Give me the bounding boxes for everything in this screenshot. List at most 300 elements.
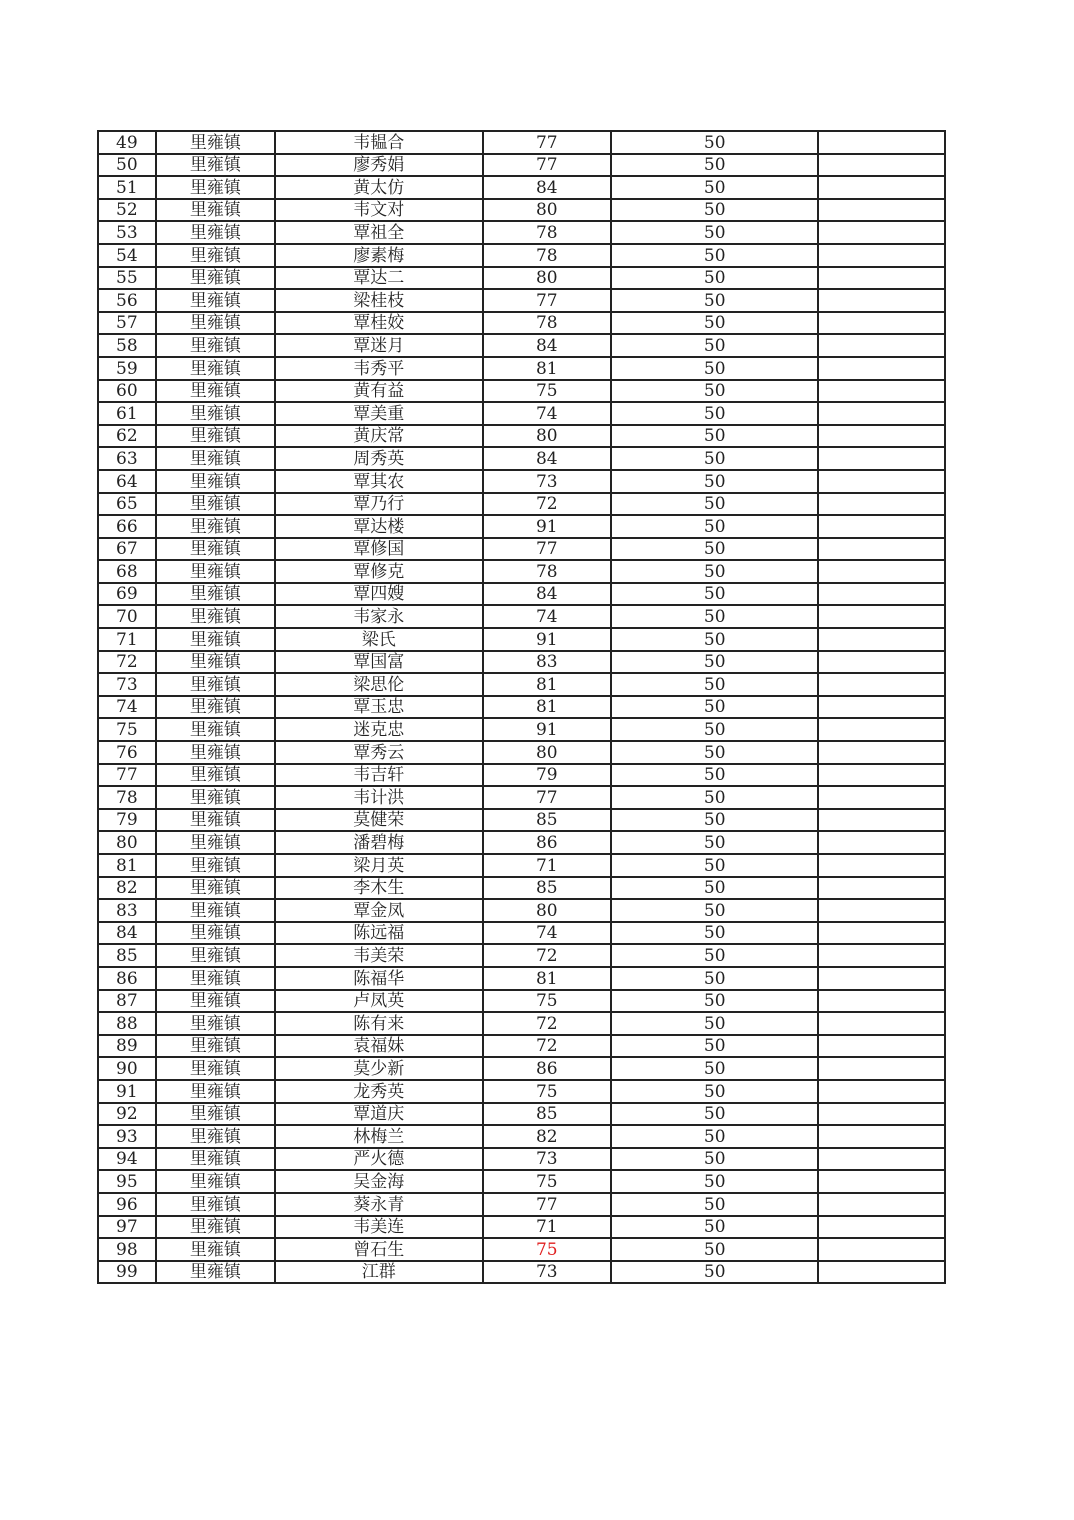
cell-row-number: 85: [98, 944, 156, 967]
cell-amount: 50: [611, 651, 818, 674]
cell-age: 86: [483, 1057, 612, 1080]
cell-town: 里雍镇: [156, 877, 275, 900]
cell-age: 85: [483, 809, 612, 832]
cell-name: 韦文对: [275, 199, 482, 222]
cell-name: 韦计洪: [275, 786, 482, 809]
cell-amount: 50: [611, 267, 818, 290]
table-row: [98, 1080, 945, 1103]
cell-row-number: 54: [98, 244, 156, 267]
cell-name: 覃桂姣: [275, 312, 482, 335]
cell-note: [818, 696, 945, 719]
cell-town: 里雍镇: [156, 1080, 275, 1103]
cell-note: [818, 244, 945, 267]
table-row: [98, 899, 945, 922]
cell-note: [818, 605, 945, 628]
cell-town: 里雍镇: [156, 357, 275, 380]
cell-row-number: 61: [98, 402, 156, 425]
table-row: [98, 560, 945, 583]
table-row: [98, 1216, 945, 1239]
cell-name: 黄太仿: [275, 176, 482, 199]
cell-note: [818, 1148, 945, 1171]
cell-row-number: 96: [98, 1193, 156, 1216]
cell-age: 91: [483, 628, 612, 651]
cell-row-number: 84: [98, 922, 156, 945]
cell-name: 梁月英: [275, 854, 482, 877]
cell-town: 里雍镇: [156, 990, 275, 1013]
cell-town: 里雍镇: [156, 922, 275, 945]
table-row: [98, 199, 945, 222]
table-row: [98, 583, 945, 606]
cell-town: 里雍镇: [156, 1170, 275, 1193]
cell-name: 陈远福: [275, 922, 482, 945]
table-row: [98, 289, 945, 312]
table-row: [98, 605, 945, 628]
cell-amount: 50: [611, 922, 818, 945]
cell-row-number: 75: [98, 718, 156, 741]
table-row: [98, 425, 945, 448]
cell-age: 85: [483, 1103, 612, 1126]
cell-note: [818, 1012, 945, 1035]
cell-name: 韦秀平: [275, 357, 482, 380]
cell-row-number: 52: [98, 199, 156, 222]
table-row: [98, 154, 945, 177]
cell-amount: 50: [611, 1261, 818, 1284]
cell-note: [818, 380, 945, 403]
cell-row-number: 81: [98, 854, 156, 877]
cell-town: 里雍镇: [156, 741, 275, 764]
cell-amount: 50: [611, 786, 818, 809]
cell-age: 77: [483, 1193, 612, 1216]
table-row: [98, 1238, 945, 1261]
cell-amount: 50: [611, 1057, 818, 1080]
cell-town: 里雍镇: [156, 899, 275, 922]
cell-name: 韦吉轩: [275, 764, 482, 787]
cell-name: 黄庆常: [275, 425, 482, 448]
table-row: [98, 1103, 945, 1126]
cell-age: 80: [483, 267, 612, 290]
cell-town: 里雍镇: [156, 605, 275, 628]
cell-age: 80: [483, 741, 612, 764]
cell-note: [818, 131, 945, 154]
table-row: [98, 831, 945, 854]
cell-name: 梁桂枝: [275, 289, 482, 312]
cell-note: [818, 990, 945, 1013]
cell-amount: 50: [611, 176, 818, 199]
cell-note: [818, 1035, 945, 1058]
cell-name: 覃美重: [275, 402, 482, 425]
cell-name: 覃国富: [275, 651, 482, 674]
cell-amount: 50: [611, 380, 818, 403]
table-row: [98, 967, 945, 990]
cell-amount: 50: [611, 718, 818, 741]
cell-row-number: 62: [98, 425, 156, 448]
cell-amount: 50: [611, 944, 818, 967]
cell-amount: 50: [611, 1238, 818, 1261]
cell-row-number: 95: [98, 1170, 156, 1193]
cell-name: 覃四嫂: [275, 583, 482, 606]
cell-age: 86: [483, 831, 612, 854]
table-row: [98, 312, 945, 335]
cell-age: 72: [483, 493, 612, 516]
cell-town: 里雍镇: [156, 267, 275, 290]
cell-age: 80: [483, 899, 612, 922]
cell-age: 84: [483, 334, 612, 357]
table-row: [98, 628, 945, 651]
cell-age: 77: [483, 289, 612, 312]
cell-age: 71: [483, 854, 612, 877]
cell-age: 77: [483, 154, 612, 177]
cell-town: 里雍镇: [156, 1238, 275, 1261]
cell-town: 里雍镇: [156, 560, 275, 583]
cell-note: [818, 1261, 945, 1284]
table-row: [98, 515, 945, 538]
cell-town: 里雍镇: [156, 854, 275, 877]
cell-amount: 50: [611, 831, 818, 854]
cell-amount: 50: [611, 1148, 818, 1171]
cell-town: 里雍镇: [156, 447, 275, 470]
cell-amount: 50: [611, 1216, 818, 1239]
cell-amount: 50: [611, 425, 818, 448]
cell-town: 里雍镇: [156, 651, 275, 674]
cell-amount: 50: [611, 673, 818, 696]
cell-name: 潘碧梅: [275, 831, 482, 854]
cell-amount: 50: [611, 289, 818, 312]
cell-amount: 50: [611, 1103, 818, 1126]
cell-amount: 50: [611, 990, 818, 1013]
cell-town: 里雍镇: [156, 470, 275, 493]
cell-name: 覃金凤: [275, 899, 482, 922]
table-row: [98, 470, 945, 493]
cell-row-number: 55: [98, 267, 156, 290]
table-row: [98, 244, 945, 267]
table-body: [98, 131, 945, 1283]
cell-age: 85: [483, 877, 612, 900]
cell-age: 75: [483, 990, 612, 1013]
cell-row-number: 82: [98, 877, 156, 900]
cell-name: 梁氏: [275, 628, 482, 651]
cell-note: [818, 312, 945, 335]
table-row: [98, 809, 945, 832]
cell-note: [818, 221, 945, 244]
cell-row-number: 83: [98, 899, 156, 922]
cell-name: 周秀英: [275, 447, 482, 470]
cell-row-number: 69: [98, 583, 156, 606]
cell-name: 葵永青: [275, 1193, 482, 1216]
table-row: [98, 357, 945, 380]
cell-row-number: 59: [98, 357, 156, 380]
cell-row-number: 76: [98, 741, 156, 764]
cell-note: [818, 447, 945, 470]
cell-amount: 50: [611, 899, 818, 922]
cell-age: 75: [483, 1238, 612, 1261]
table-row: [98, 1057, 945, 1080]
cell-town: 里雍镇: [156, 515, 275, 538]
cell-row-number: 60: [98, 380, 156, 403]
cell-age: 75: [483, 1170, 612, 1193]
cell-town: 里雍镇: [156, 154, 275, 177]
cell-name: 李木生: [275, 877, 482, 900]
cell-row-number: 87: [98, 990, 156, 1013]
cell-row-number: 66: [98, 515, 156, 538]
cell-amount: 50: [611, 877, 818, 900]
table-row: [98, 764, 945, 787]
cell-age: 72: [483, 1035, 612, 1058]
cell-town: 里雍镇: [156, 289, 275, 312]
cell-amount: 50: [611, 402, 818, 425]
cell-amount: 50: [611, 583, 818, 606]
cell-amount: 50: [611, 854, 818, 877]
cell-note: [818, 1057, 945, 1080]
table-row: [98, 990, 945, 1013]
cell-name: 吴金海: [275, 1170, 482, 1193]
cell-town: 里雍镇: [156, 538, 275, 561]
cell-name: 龙秀英: [275, 1080, 482, 1103]
cell-town: 里雍镇: [156, 831, 275, 854]
cell-note: [818, 1193, 945, 1216]
cell-name: 林梅兰: [275, 1125, 482, 1148]
cell-age: 72: [483, 944, 612, 967]
cell-note: [818, 357, 945, 380]
cell-name: 廖素梅: [275, 244, 482, 267]
cell-town: 里雍镇: [156, 221, 275, 244]
cell-note: [818, 651, 945, 674]
cell-note: [818, 515, 945, 538]
cell-name: 覃秀云: [275, 741, 482, 764]
cell-note: [818, 289, 945, 312]
cell-age: 79: [483, 764, 612, 787]
cell-row-number: 68: [98, 560, 156, 583]
cell-name: 陈福华: [275, 967, 482, 990]
cell-age: 77: [483, 786, 612, 809]
table-row: [98, 1125, 945, 1148]
cell-amount: 50: [611, 131, 818, 154]
cell-age: 84: [483, 176, 612, 199]
cell-town: 里雍镇: [156, 1012, 275, 1035]
cell-age: 84: [483, 447, 612, 470]
table-row: [98, 380, 945, 403]
cell-amount: 50: [611, 560, 818, 583]
cell-age: 78: [483, 560, 612, 583]
cell-age: 77: [483, 131, 612, 154]
cell-town: 里雍镇: [156, 967, 275, 990]
cell-town: 里雍镇: [156, 809, 275, 832]
cell-name: 覃乃行: [275, 493, 482, 516]
cell-row-number: 50: [98, 154, 156, 177]
cell-age: 83: [483, 651, 612, 674]
table-row: [98, 402, 945, 425]
cell-note: [818, 425, 945, 448]
cell-row-number: 97: [98, 1216, 156, 1239]
cell-amount: 50: [611, 357, 818, 380]
cell-row-number: 58: [98, 334, 156, 357]
cell-row-number: 88: [98, 1012, 156, 1035]
cell-note: [818, 944, 945, 967]
cell-town: 里雍镇: [156, 673, 275, 696]
cell-amount: 50: [611, 1035, 818, 1058]
cell-name: 黄有益: [275, 380, 482, 403]
cell-note: [818, 1216, 945, 1239]
cell-note: [818, 899, 945, 922]
cell-note: [818, 764, 945, 787]
cell-town: 里雍镇: [156, 1148, 275, 1171]
table-row: [98, 1148, 945, 1171]
cell-amount: 50: [611, 809, 818, 832]
cell-name: 覃道庆: [275, 1103, 482, 1126]
cell-row-number: 98: [98, 1238, 156, 1261]
cell-name: 覃达二: [275, 267, 482, 290]
cell-name: 梁思伦: [275, 673, 482, 696]
cell-age: 80: [483, 425, 612, 448]
cell-amount: 50: [611, 1012, 818, 1035]
cell-row-number: 89: [98, 1035, 156, 1058]
table-row: [98, 1193, 945, 1216]
cell-town: 里雍镇: [156, 1193, 275, 1216]
cell-town: 里雍镇: [156, 696, 275, 719]
table-row: [98, 786, 945, 809]
cell-amount: 50: [611, 538, 818, 561]
cell-note: [818, 1238, 945, 1261]
cell-town: 里雍镇: [156, 1035, 275, 1058]
cell-note: [818, 538, 945, 561]
cell-row-number: 74: [98, 696, 156, 719]
table-row: [98, 493, 945, 516]
cell-amount: 50: [611, 1193, 818, 1216]
cell-amount: 50: [611, 628, 818, 651]
cell-note: [818, 1170, 945, 1193]
cell-note: [818, 560, 945, 583]
cell-town: 里雍镇: [156, 1216, 275, 1239]
table-row: [98, 1261, 945, 1284]
cell-note: [818, 199, 945, 222]
table-row: [98, 176, 945, 199]
cell-age: 74: [483, 605, 612, 628]
cell-row-number: 94: [98, 1148, 156, 1171]
table-row: [98, 334, 945, 357]
cell-name: 曾石生: [275, 1238, 482, 1261]
cell-amount: 50: [611, 1170, 818, 1193]
cell-name: 廖秀娟: [275, 154, 482, 177]
cell-age: 81: [483, 967, 612, 990]
cell-age: 77: [483, 538, 612, 561]
cell-note: [818, 493, 945, 516]
cell-town: 里雍镇: [156, 334, 275, 357]
table-row: [98, 877, 945, 900]
cell-name: 韦美荣: [275, 944, 482, 967]
cell-name: 袁福妹: [275, 1035, 482, 1058]
cell-town: 里雍镇: [156, 718, 275, 741]
cell-note: [818, 628, 945, 651]
cell-row-number: 90: [98, 1057, 156, 1080]
table-row: [98, 741, 945, 764]
cell-name: 覃其农: [275, 470, 482, 493]
cell-name: 卢凤英: [275, 990, 482, 1013]
cell-age: 72: [483, 1012, 612, 1035]
cell-note: [818, 922, 945, 945]
cell-row-number: 64: [98, 470, 156, 493]
cell-note: [818, 741, 945, 764]
cell-age: 78: [483, 244, 612, 267]
cell-note: [818, 583, 945, 606]
cell-name: 覃修国: [275, 538, 482, 561]
cell-name: 覃修克: [275, 560, 482, 583]
cell-age: 78: [483, 312, 612, 335]
cell-amount: 50: [611, 764, 818, 787]
cell-name: 韦家永: [275, 605, 482, 628]
cell-row-number: 51: [98, 176, 156, 199]
cell-amount: 50: [611, 515, 818, 538]
cell-note: [818, 176, 945, 199]
table-row: [98, 131, 945, 154]
cell-town: 里雍镇: [156, 312, 275, 335]
cell-amount: 50: [611, 470, 818, 493]
table-row: [98, 673, 945, 696]
cell-town: 里雍镇: [156, 764, 275, 787]
cell-row-number: 71: [98, 628, 156, 651]
table-row: [98, 651, 945, 674]
cell-row-number: 78: [98, 786, 156, 809]
cell-town: 里雍镇: [156, 944, 275, 967]
cell-amount: 50: [611, 1080, 818, 1103]
cell-note: [818, 967, 945, 990]
cell-note: [818, 1125, 945, 1148]
cell-age: 81: [483, 673, 612, 696]
cell-age: 71: [483, 1216, 612, 1239]
cell-town: 里雍镇: [156, 176, 275, 199]
cell-town: 里雍镇: [156, 425, 275, 448]
table-row: [98, 854, 945, 877]
cell-row-number: 67: [98, 538, 156, 561]
cell-amount: 50: [611, 244, 818, 267]
cell-amount: 50: [611, 221, 818, 244]
cell-town: 里雍镇: [156, 131, 275, 154]
table-row: [98, 1170, 945, 1193]
cell-note: [818, 831, 945, 854]
cell-row-number: 65: [98, 493, 156, 516]
cell-age: 81: [483, 357, 612, 380]
table-row: [98, 1012, 945, 1035]
cell-row-number: 49: [98, 131, 156, 154]
cell-row-number: 63: [98, 447, 156, 470]
table-row: [98, 221, 945, 244]
cell-town: 里雍镇: [156, 1261, 275, 1284]
cell-row-number: 72: [98, 651, 156, 674]
table-row: [98, 718, 945, 741]
cell-name: 江群: [275, 1261, 482, 1284]
cell-age: 73: [483, 1148, 612, 1171]
cell-row-number: 80: [98, 831, 156, 854]
cell-note: [818, 1080, 945, 1103]
cell-amount: 50: [611, 334, 818, 357]
table-row: [98, 447, 945, 470]
cell-row-number: 56: [98, 289, 156, 312]
cell-note: [818, 854, 945, 877]
cell-age: 82: [483, 1125, 612, 1148]
cell-amount: 50: [611, 447, 818, 470]
cell-town: 里雍镇: [156, 380, 275, 403]
cell-age: 75: [483, 380, 612, 403]
cell-amount: 50: [611, 199, 818, 222]
cell-town: 里雍镇: [156, 628, 275, 651]
cell-note: [818, 877, 945, 900]
table-row: [98, 267, 945, 290]
cell-town: 里雍镇: [156, 1125, 275, 1148]
cell-age: 74: [483, 922, 612, 945]
cell-row-number: 77: [98, 764, 156, 787]
cell-age: 73: [483, 470, 612, 493]
cell-age: 73: [483, 1261, 612, 1284]
cell-name: 莫健荣: [275, 809, 482, 832]
cell-amount: 50: [611, 312, 818, 335]
